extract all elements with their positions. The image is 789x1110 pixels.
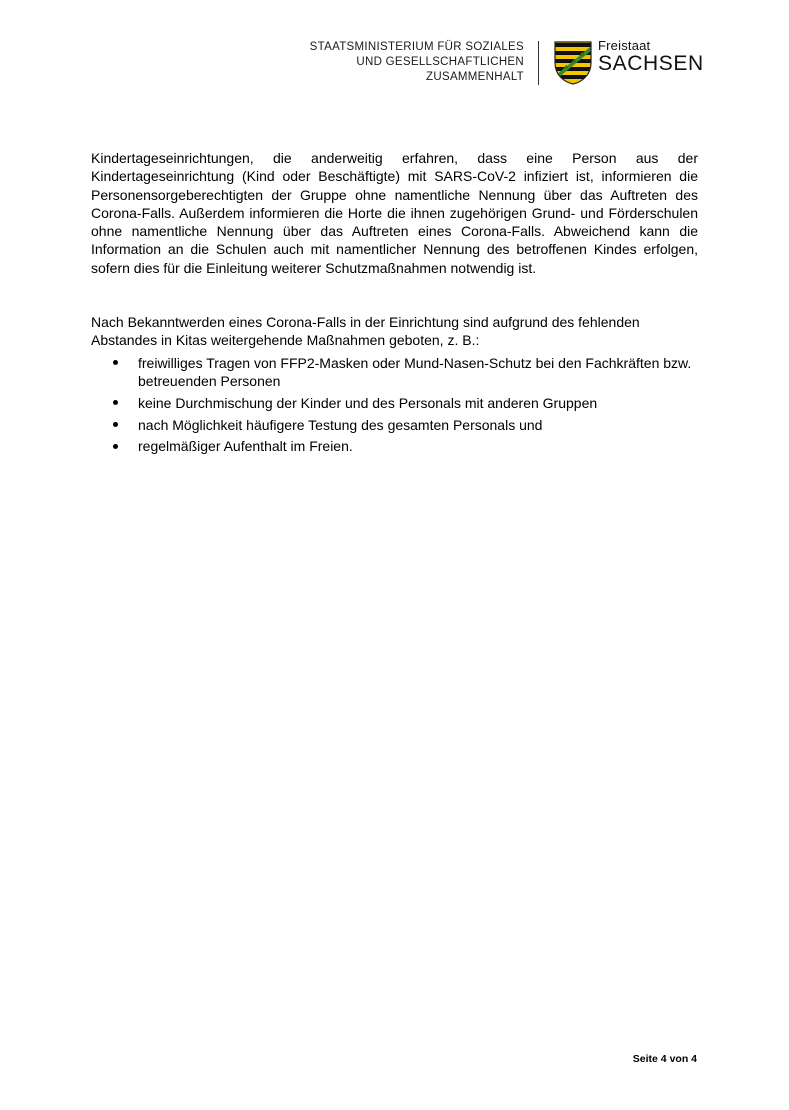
brand-wordmark (598, 39, 704, 75)
bullet-icon (113, 422, 118, 427)
bullet-icon (113, 400, 118, 405)
list-item (91, 416, 698, 434)
list-item (91, 437, 698, 455)
page-number: Seite 4 von 4 (632, 1053, 697, 1065)
brand-freistaat: Freistaat (598, 38, 651, 53)
list-item (91, 354, 698, 391)
brand-sachsen: SACHSEN (598, 52, 704, 75)
bullet-icon (113, 360, 118, 365)
paragraph-information: Kindertageseinrichtungen, die anderweitig erfahren, dass eine Person aus der Kindertageseinrichtung (Kind oder Beschäftigte) mit SARS-CoV-2 infiziert ist, informieren die Personensorgeberechtigten der Gruppe ohne namentliche Nennung über das Auftreten des Corona-Falls. Außerdem informieren die Horte die ihnen zugehörigen Grund- und Förderschulen ohne namentliche Nennung über das Auftreten eines Corona-Falls. Abweichend kann die Information an die Schulen auch mit namentlicher Nennung des betroffenen Kindes erfolgen, sofern dies für die Einleitung weiterer Schutzmaßnahmen notwendig ist. (91, 150, 698, 276)
list-item-text: keine Durchmischung der Kinder und des Personals mit anderen Gruppen (138, 394, 598, 411)
list-item (91, 394, 698, 412)
measures-list (91, 354, 698, 456)
bullet-icon (113, 444, 118, 449)
header-divider (538, 41, 539, 85)
paragraph-measures: Nach Bekanntwerden eines Corona-Falls in der Einrichtung sind aufgrund des fehlenden Abstandes in Kitas weitergehende Maßnahmen geboten, z. B.: (91, 314, 640, 349)
ministry-line: STAATSMINISTERIUM FÜR SOZIALES (309, 41, 524, 53)
list-item-text: nach Möglichkeit häufigere Testung des gesamten Personals und (138, 416, 543, 433)
ministry-name (310, 40, 524, 85)
document-body (91, 149, 698, 459)
list-item-text: regelmäßiger Aufenthalt im Freien. (138, 438, 353, 455)
ministry-line: UND GESELLSCHAFTLICHEN (356, 56, 524, 68)
saxony-coat-of-arms-icon (554, 41, 592, 85)
ministry-line: ZUSAMMENHALT (426, 71, 524, 83)
list-item-text: freiwilliges Tragen von FFP2-Masken oder Mund-Nasen-Schutz bei den Fachkräften bzw. betreuenden Personen (138, 354, 692, 389)
